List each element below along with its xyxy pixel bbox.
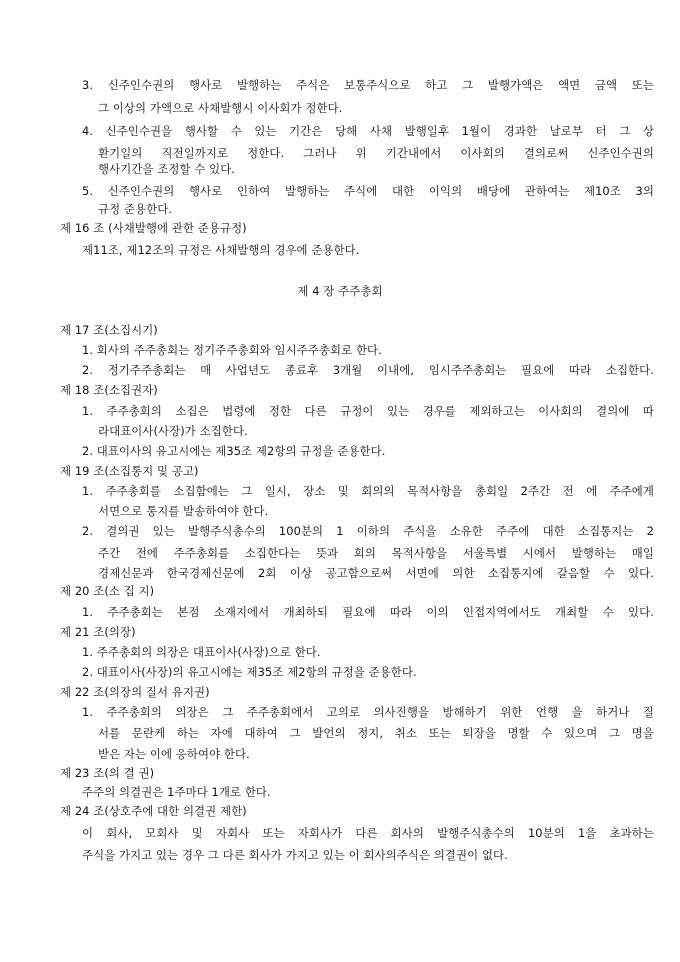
article-20-item-1: 1. 주주총회는 본점 소재지에서 개최하되 필요에 따라 이의 인접지역에서도 개최할 수 있다. xyxy=(82,605,654,619)
article-16-body: 제11조, 제12조의 규정은 사채발행의 경우에 준용한다. xyxy=(82,243,360,257)
chapter-4-title: 제 4 장 주주총회 xyxy=(297,284,383,298)
article-17-item-1: 1. 회사의 주주총회는 정기주주총회와 임시주주총회로 한다. xyxy=(82,343,382,357)
article-21-item-1: 1. 주주총회의 의장은 대표이사(사장)으로 한다. xyxy=(82,645,321,659)
article-19-item-1-line-2: 서면으로 통지를 발송하여야 한다. xyxy=(98,504,269,518)
clause-15-item-4-line-2: 환기일의 직전일까지로 정한다. 그러나 위 기간내에서 이사회의 결의로써 신주인수권의 xyxy=(98,146,654,160)
clause-15-item-5-line-2: 규정 준용한다. xyxy=(98,202,173,216)
article-19-item-1-line-1: 1. 주주총회를 소집함에는 그 일시, 장소 및 회의의 목적사항을 총회일 2주간 전 에 주주에게 xyxy=(82,484,654,498)
article-24-body-line-1: 이 회사, 모회사 및 자회사 또는 자회사가 다른 회사의 발행주식총수의 10분의 1을 초과하는 xyxy=(82,826,654,840)
article-19-item-2-line-3: 경제신문과 한국경제신문에 2회 이상 공고함으로써 서면에 의한 소집통지에 갈음할 수 있다. xyxy=(98,566,654,580)
article-23-body: 주주의 의결권은 1주마다 1개로 한다. xyxy=(82,785,271,799)
article-23-heading: 제 23 조(의 결 권) xyxy=(60,766,155,780)
article-18-item-1-line-2: 라대표이사(사장)가 소집한다. xyxy=(98,424,248,438)
clause-15-item-5-line-1: 5. 신주인수권의 행사로 인하여 발행하는 주식에 대한 이익의 배당에 관하여는 제10조 3의 xyxy=(82,184,654,198)
article-21-heading: 제 21 조(의장) xyxy=(60,625,136,639)
article-24-body-line-2: 주식을 가지고 있는 경우 그 다른 회사가 가지고 있는 이 회사의주식은 의결권이 없다. xyxy=(82,848,508,862)
article-19-item-2-line-1: 2. 결의권 있는 발행주식총수의 100분의 1 이하의 주식을 소유한 주주에 대한 소집통지는 2 xyxy=(82,524,654,538)
article-22-item-1-line-2: 서를 문란케 하는 자에 대하여 그 발언의 정지, 취소 또는 퇴장을 명할 수 있으며 그 명을 xyxy=(98,726,654,740)
article-18-item-2: 2. 대표이사의 유고시에는 제35조 제2항의 규정을 준용한다. xyxy=(82,444,386,458)
article-22-item-1-line-1: 1. 주주총회의 의장은 그 주주총회에서 고의로 의사진행을 방해하기 위한 언행 을 하거나 질 xyxy=(82,705,654,719)
article-21-item-2: 2. 대표이사(사장)의 유고시에는 제35조 제2항의 규정을 준용한다. xyxy=(82,665,417,679)
article-20-heading: 제 20 조(소 집 지) xyxy=(60,584,155,598)
article-18-heading: 제 18 조(소집권자) xyxy=(60,383,158,397)
clause-15-item-4-line-1: 4. 신주인수권을 행사할 수 있는 기간은 당해 사채 발행일후 1월이 경과한 날로부 터 그 상 xyxy=(82,124,654,138)
article-22-heading: 제 22 조(의장의 질서 유지권) xyxy=(60,685,210,699)
article-22-item-1-line-3: 받은 자는 이에 응하여야 한다. xyxy=(98,747,250,761)
article-16-heading: 제 16 조 (사채발행에 관한 준용규정) xyxy=(60,221,247,235)
article-18-item-1-line-1: 1. 주주총회의 소집은 법령에 정한 다른 규정이 있는 경우를 제외하고는 이사회의 결의에 따 xyxy=(82,404,654,418)
article-19-item-2-line-2: 주간 전에 주주총회를 소집한다는 뜻과 회의 목적사항을 서울특별 시에서 발행하는 매일 xyxy=(98,546,654,560)
clause-15-item-3-line-1: 3. 신주인수권의 행사로 발행하는 주식은 보통주식으로 하고 그 발행가액은 액면 금액 또는 xyxy=(82,78,654,92)
article-24-heading: 제 24 조(상호주에 대한 의결권 제한) xyxy=(60,804,247,818)
article-17-item-2: 2. 정기주주총회는 매 사업년도 종료후 3개월 이내에, 임시주주총회는 필요에 따라 소집한다. xyxy=(82,363,654,377)
clause-15-item-3-line-2: 그 이상의 가액으로 사채발행시 이사회가 정한다. xyxy=(98,101,343,115)
article-17-heading: 제 17 조(소집시기) xyxy=(60,323,158,337)
clause-15-item-4-line-3: 행사기간을 조정할 수 있다. xyxy=(98,162,236,176)
article-19-heading: 제 19 조(소집통지 및 공고) xyxy=(60,464,199,478)
